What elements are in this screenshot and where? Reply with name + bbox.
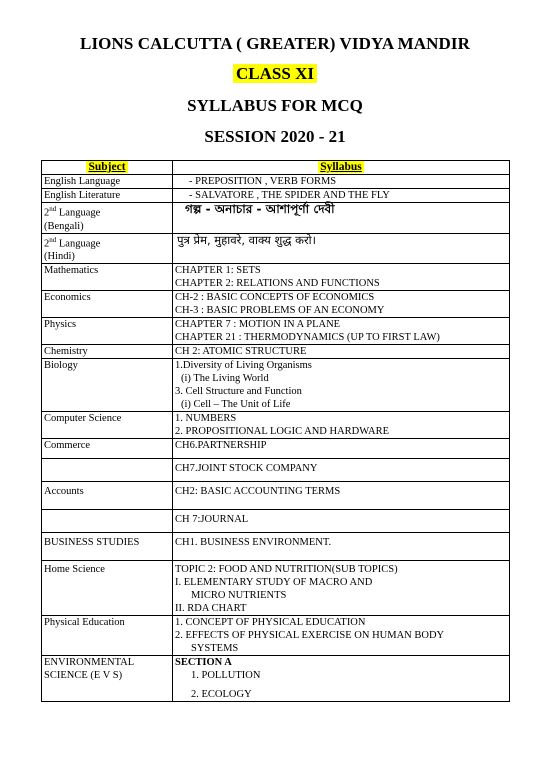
syllabus-title: SYLLABUS FOR MCQ — [187, 96, 363, 115]
column-header-subject: Subject — [42, 161, 173, 175]
table-row — [42, 318, 510, 345]
syllabus-cell: TOPIC 2: FOOD AND NUTRITION(SUB TOPICS) I. ELEMENTARY STUDY OF MACRO AND MICRO NUTRIENTS II. RDA CHART — [173, 561, 510, 616]
table-row — [42, 233, 510, 264]
subject-cell: ENVIRONMENTAL SCIENCE (E V S) — [42, 656, 173, 702]
table-header-row — [42, 161, 510, 175]
subject-cell: Computer Science — [42, 412, 173, 439]
class-heading-wrap — [0, 64, 550, 84]
subject-cell: Physics — [42, 318, 173, 345]
table-row — [42, 412, 510, 439]
syllabus-cell: CH 7:JOURNAL — [173, 510, 510, 533]
table-row — [42, 656, 510, 702]
class-heading: CLASS XI — [233, 64, 317, 83]
syllabus-cell: CH1. BUSINESS ENVIRONMENT. — [173, 533, 510, 561]
syllabus-cell: CH 2: ATOMIC STRUCTURE — [173, 345, 510, 359]
syllabus-cell: CHAPTER 1: SETS CHAPTER 2: RELATIONS AND FUNCTIONS — [173, 264, 510, 291]
subject-cell: English Literature — [42, 189, 173, 203]
syllabus-table — [41, 160, 510, 702]
syllabus-cell: 1.Diversity of Living Organisms (i) The Living World 3. Cell Structure and Function (i) Cell – The Unit of Life — [173, 359, 510, 412]
syllabus-cell: CH2: BASIC ACCOUNTING TERMS — [173, 482, 510, 510]
table-row — [42, 291, 510, 318]
table-row — [42, 510, 510, 533]
subject-cell: BUSINESS STUDIES — [42, 533, 173, 561]
table-row — [42, 189, 510, 203]
syllabus-cell: CHAPTER 7 : MOTION IN A PLANE CHAPTER 21 : THERMODYNAMICS (UP TO FIRST LAW) — [173, 318, 510, 345]
syllabus-cell: - SALVATORE , THE SPIDER AND THE FLY — [173, 189, 510, 203]
subject-cell: 2nd Language (Bengali) — [42, 203, 173, 234]
subject-cell: 2nd Language (Hindi) — [42, 233, 173, 264]
session-title: SESSION 2020 - 21 — [204, 127, 346, 146]
subject-cell-empty — [42, 459, 173, 482]
table-row — [42, 616, 510, 656]
subject-cell: Commerce — [42, 439, 173, 459]
subject-cell: English Language — [42, 175, 173, 189]
table-row — [42, 203, 510, 234]
table-row — [42, 264, 510, 291]
table-row — [42, 459, 510, 482]
school-name: LIONS CALCUTTA ( GREATER) VIDYA MANDIR — [80, 34, 470, 53]
syllabus-cell: 1. NUMBERS 2. PROPOSITIONAL LOGIC AND HARDWARE — [173, 412, 510, 439]
syllabus-cell: SECTION A 1. POLLUTION 2. ECOLOGY — [173, 656, 510, 702]
table-row — [42, 533, 510, 561]
syllabus-cell: पुत्र प्रेम, मुहावरे, वाक्य शुद्ध करो। — [173, 233, 510, 264]
table-row — [42, 439, 510, 459]
table-row — [42, 175, 510, 189]
syllabus-cell: গল্প - অনাচার - আশাপূর্ণা দেবী — [173, 203, 510, 234]
subject-cell: Accounts — [42, 482, 173, 510]
syllabus-cell: CH-2 : BASIC CONCEPTS OF ECONOMICS CH-3 : BASIC PROBLEMS OF AN ECONOMY — [173, 291, 510, 318]
subject-cell: Mathematics — [42, 264, 173, 291]
subject-cell: Home Science — [42, 561, 173, 616]
subject-cell-empty — [42, 510, 173, 533]
table-row — [42, 359, 510, 412]
table-row — [42, 482, 510, 510]
subject-cell: Chemistry — [42, 345, 173, 359]
syllabus-cell: CH6.PARTNERSHIP — [173, 439, 510, 459]
subject-cell: Biology — [42, 359, 173, 412]
subject-cell: Physical Education — [42, 616, 173, 656]
table-row — [42, 345, 510, 359]
subject-cell: Economics — [42, 291, 173, 318]
syllabus-cell: CH7.JOINT STOCK COMPANY — [173, 459, 510, 482]
table-row — [42, 561, 510, 616]
syllabus-cell: - PREPOSITION , VERB FORMS — [173, 175, 510, 189]
column-header-syllabus: Syllabus — [173, 161, 510, 175]
syllabus-cell: 1. CONCEPT OF PHYSICAL EDUCATION 2. EFFECTS OF PHYSICAL EXERCISE ON HUMAN BODY SYSTEMS — [173, 616, 510, 656]
